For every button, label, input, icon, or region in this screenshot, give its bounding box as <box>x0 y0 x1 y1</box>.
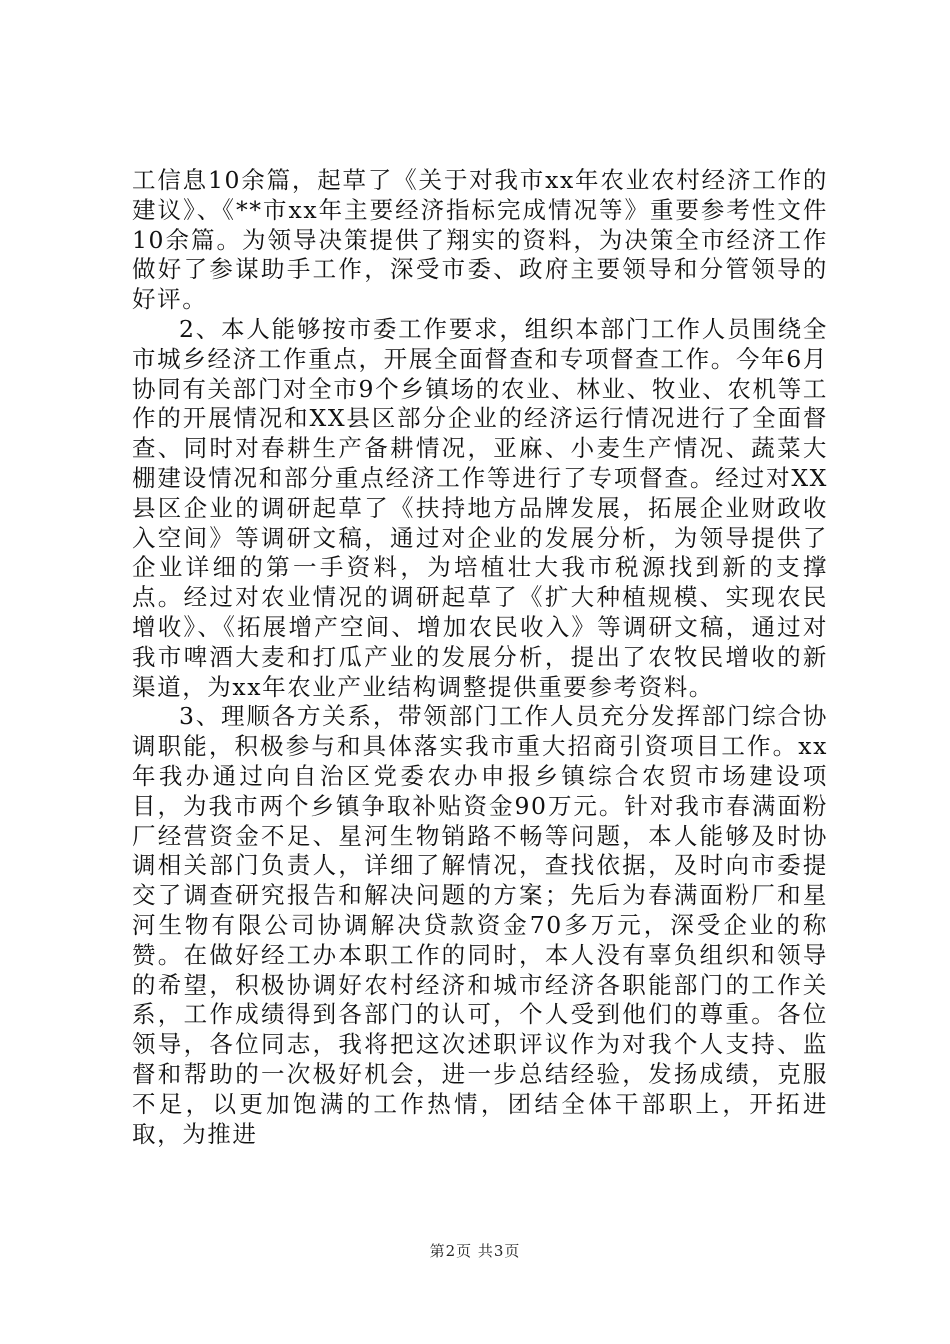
paragraph-3: 3、理顺各方关系，带领部门工作人员充分发挥部门综合协调职能，积极参与和具体落实我市重大招商引资项目工作。xx年我办通过向自治区党委农办申报乡镇综合农贸市场建设项目，为我市两个乡镇争取补贴资金90万元。针对我市春满面粉厂经营资金不足、星河生物销路不畅等问题，本人能够及时协调相关部门负责人，详细了解情况，查找依据，及时向市委提交了调查研究报告和解决问题的方案；先后为春满面粉厂和星河生物有限公司协调解决贷款资金70多万元，深受企业的称赞。在做好经工办本职工作的同时，本人没有辜负组织和领导的希望，积极协调好农村经济和城市经济各职能部门的工作关系，工作成绩得到各部门的认可，个人受到他们的尊重。各位领导，各位同志，我将把这次述职评议作为对我个人支持、监督和帮助的一次极好机会，进一步总结经验，发扬成绩，克服不足，以更加饱满的工作热情，团结全体干部职上，开拓进取，为推进 <box>132 702 828 1148</box>
document-body <box>132 166 828 1149</box>
paragraph-2: 2、本人能够按市委工作要求，组织本部门工作人员围绕全市城乡经济工作重点，开展全面督查和专项督查工作。今年6月协同有关部门对全市9个乡镇场的农业、林业、牧业、农机等工作的开展情况和XX县区部分企业的经济运行情况进行了全面督查、同时对春耕生产备耕情况，亚麻、小麦生产情况、蔬菜大棚建设情况和部分重点经济工作等进行了专项督查。经过对XX县区企业的调研起草了《扶持地方品牌发展，拓展企业财政收入空间》等调研文稿，通过对企业的发展分析，为领导提供了企业详细的第一手资料，为培植壮大我市税源找到新的支撑点。经过对农业情况的调研起草了《扩大种植规模、实现农民增收》、《拓展增产空间、增加农民收入》等调研文稿，通过对我市啤酒大麦和打瓜产业的发展分析，提出了农牧民增收的新渠道，为xx年农业产业结构调整提供重要参考资料。 <box>132 314 828 701</box>
paragraph-1: 工信息10余篇，起草了《关于对我市xx年农业农村经济工作的建议》、《**市xx年主要经济指标完成情况等》重要参考性文件10余篇。为领导决策提供了翔实的资料，为决策全市经济工作做好了参谋助手工作，深受市委、政府主要领导和分管领导的好评。 <box>132 166 828 314</box>
page-footer: 第2页 共3页 <box>429 1242 521 1260</box>
